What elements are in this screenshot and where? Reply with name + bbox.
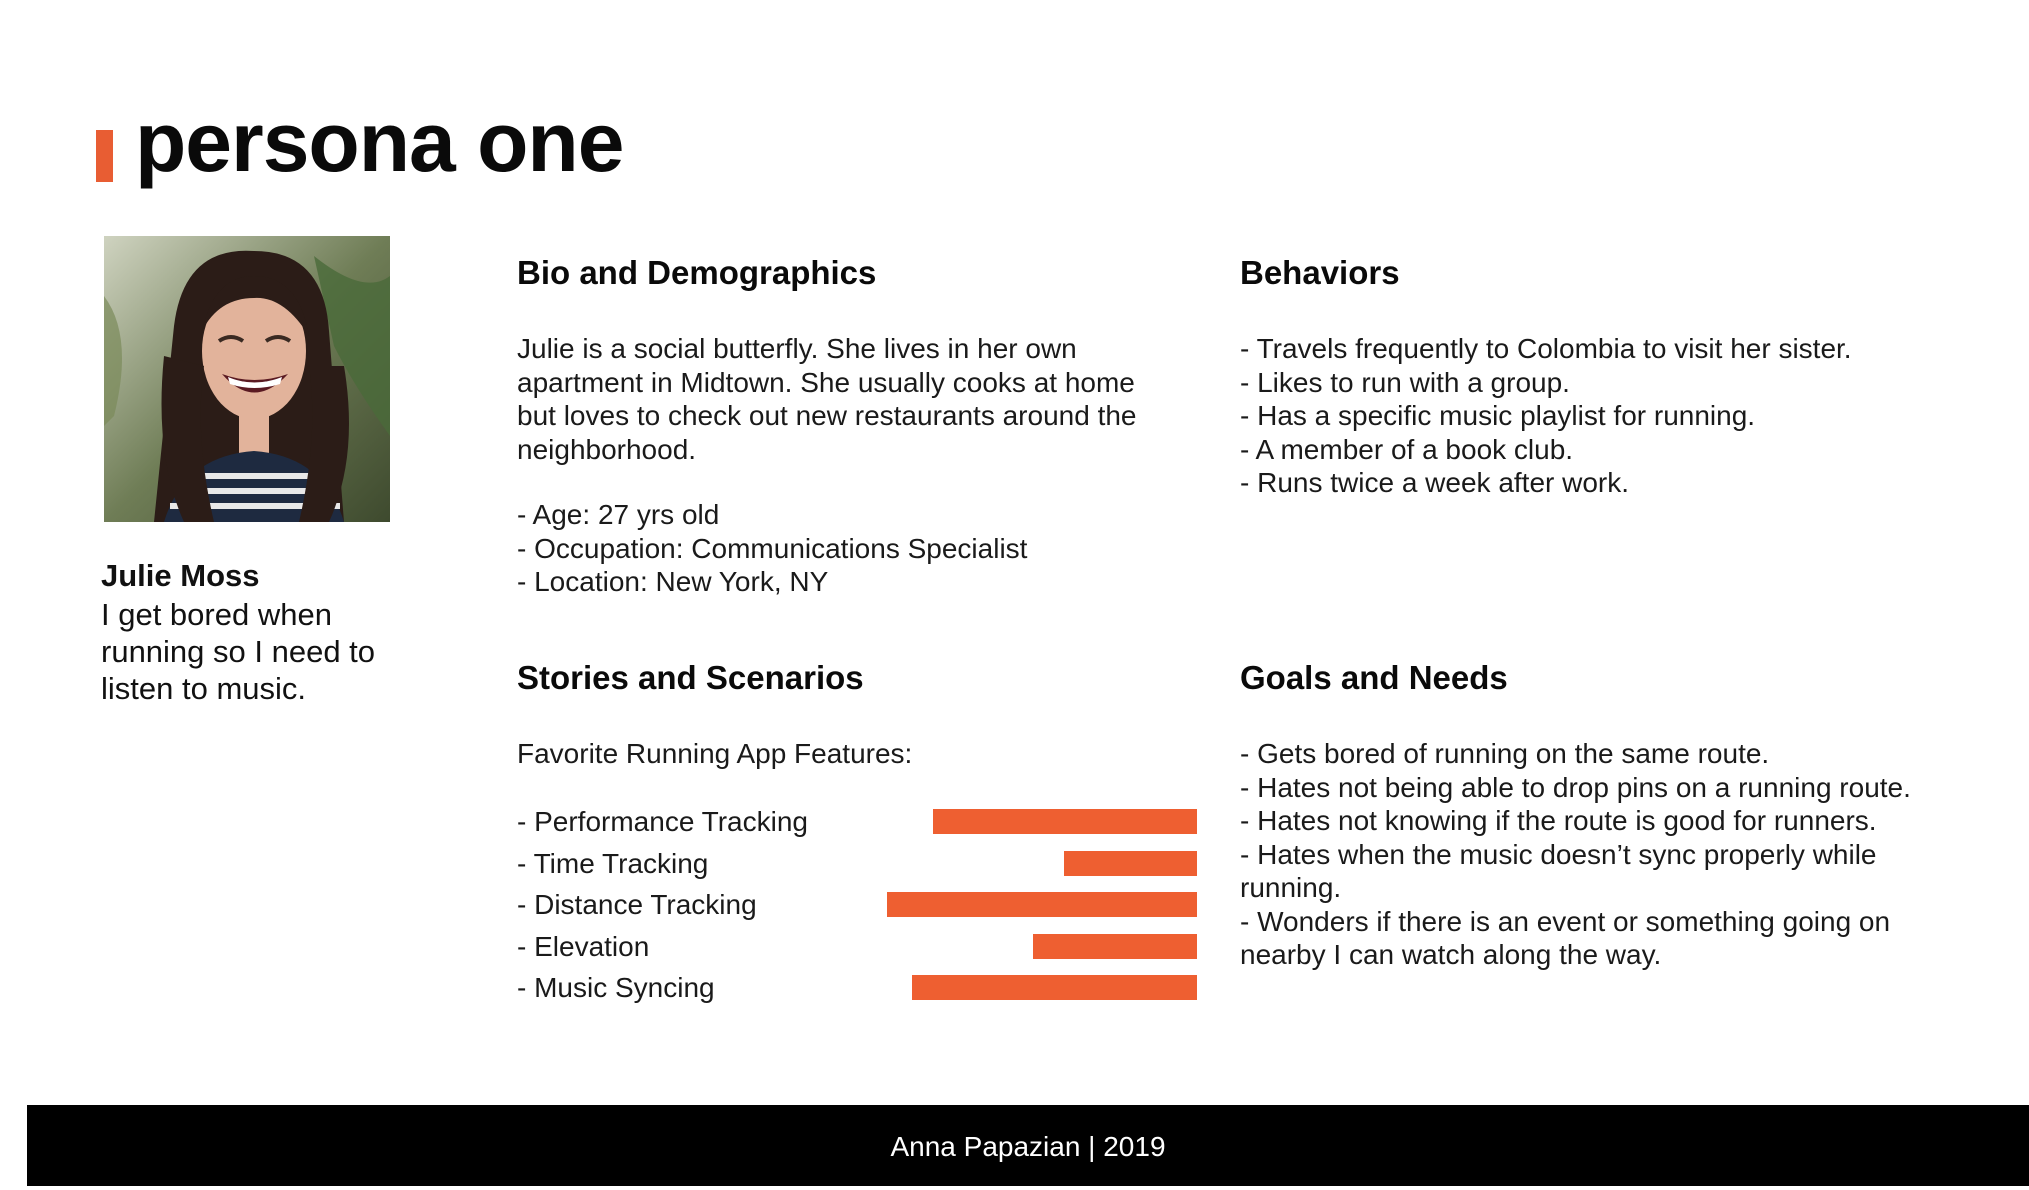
stories-intro: Favorite Running App Features: — [517, 738, 913, 769]
list-item: - Gets bored of running on the same route. — [1240, 738, 1770, 769]
persona-name: Julie Moss — [101, 558, 260, 593]
footer-credit: Anna Papazian | 2019 — [890, 1131, 1166, 1162]
demographics-list — [517, 498, 1157, 599]
goals-list — [1240, 737, 1930, 972]
feature-rating-bar — [1033, 934, 1197, 959]
feature-label: - Elevation — [517, 930, 650, 962]
list-item: - A member of a book club. — [1240, 433, 1574, 465]
list-item: - Hates not knowing if the route is good for runners. — [1240, 805, 1877, 836]
behaviors-heading: Behaviors — [1240, 254, 1400, 291]
list-item: - Has a specific music playlist for running. — [1240, 400, 1756, 431]
feature-label: - Distance Tracking — [517, 889, 757, 920]
list-item: - Travels frequently to Colombia to visit her sister. — [1240, 333, 1852, 364]
feature-label: - Performance Tracking — [517, 806, 808, 837]
feature-label: - Music Syncing — [517, 972, 715, 1003]
bio-heading: Bio and Demographics — [517, 254, 877, 291]
feature-rating-bar — [933, 809, 1197, 834]
list-item: - Occupation: Communications Specialist — [517, 532, 1028, 564]
persona-photo — [104, 236, 390, 522]
bio-paragraph: Julie is a social butterfly. She lives in her own apartment in Midtown. She usually cooks at home but loves to check out new restaurants around the neighborhood. — [517, 333, 1137, 465]
feature-label: - Time Tracking — [517, 847, 709, 879]
list-item: - Location: New York, NY — [517, 566, 829, 597]
list-item: - Likes to run with a group. — [1240, 366, 1570, 398]
stories-heading: Stories and Scenarios — [517, 659, 864, 696]
behaviors-list — [1240, 332, 1980, 500]
list-item: - Wonders if there is an event or something going on nearby I can watch along the way. — [1240, 905, 1891, 970]
list-item: - Hates when the music doesn’t sync properly while running. — [1240, 838, 1877, 903]
feature-rating-bar — [1064, 851, 1197, 876]
page-title: persona one — [135, 95, 624, 189]
feature-rating-bar — [912, 975, 1197, 1000]
goals-heading: Goals and Needs — [1240, 659, 1508, 696]
list-item: - Hates not being able to drop pins on a running route. — [1240, 771, 1911, 803]
title-accent-bar — [96, 130, 113, 182]
footer — [27, 1105, 2029, 1186]
feature-rating-bar — [887, 892, 1197, 917]
list-item: - Runs twice a week after work. — [1240, 467, 1630, 498]
persona-quote: I get bored when running so I need to listen to music. — [101, 597, 376, 706]
list-item: - Age: 27 yrs old — [517, 499, 720, 530]
